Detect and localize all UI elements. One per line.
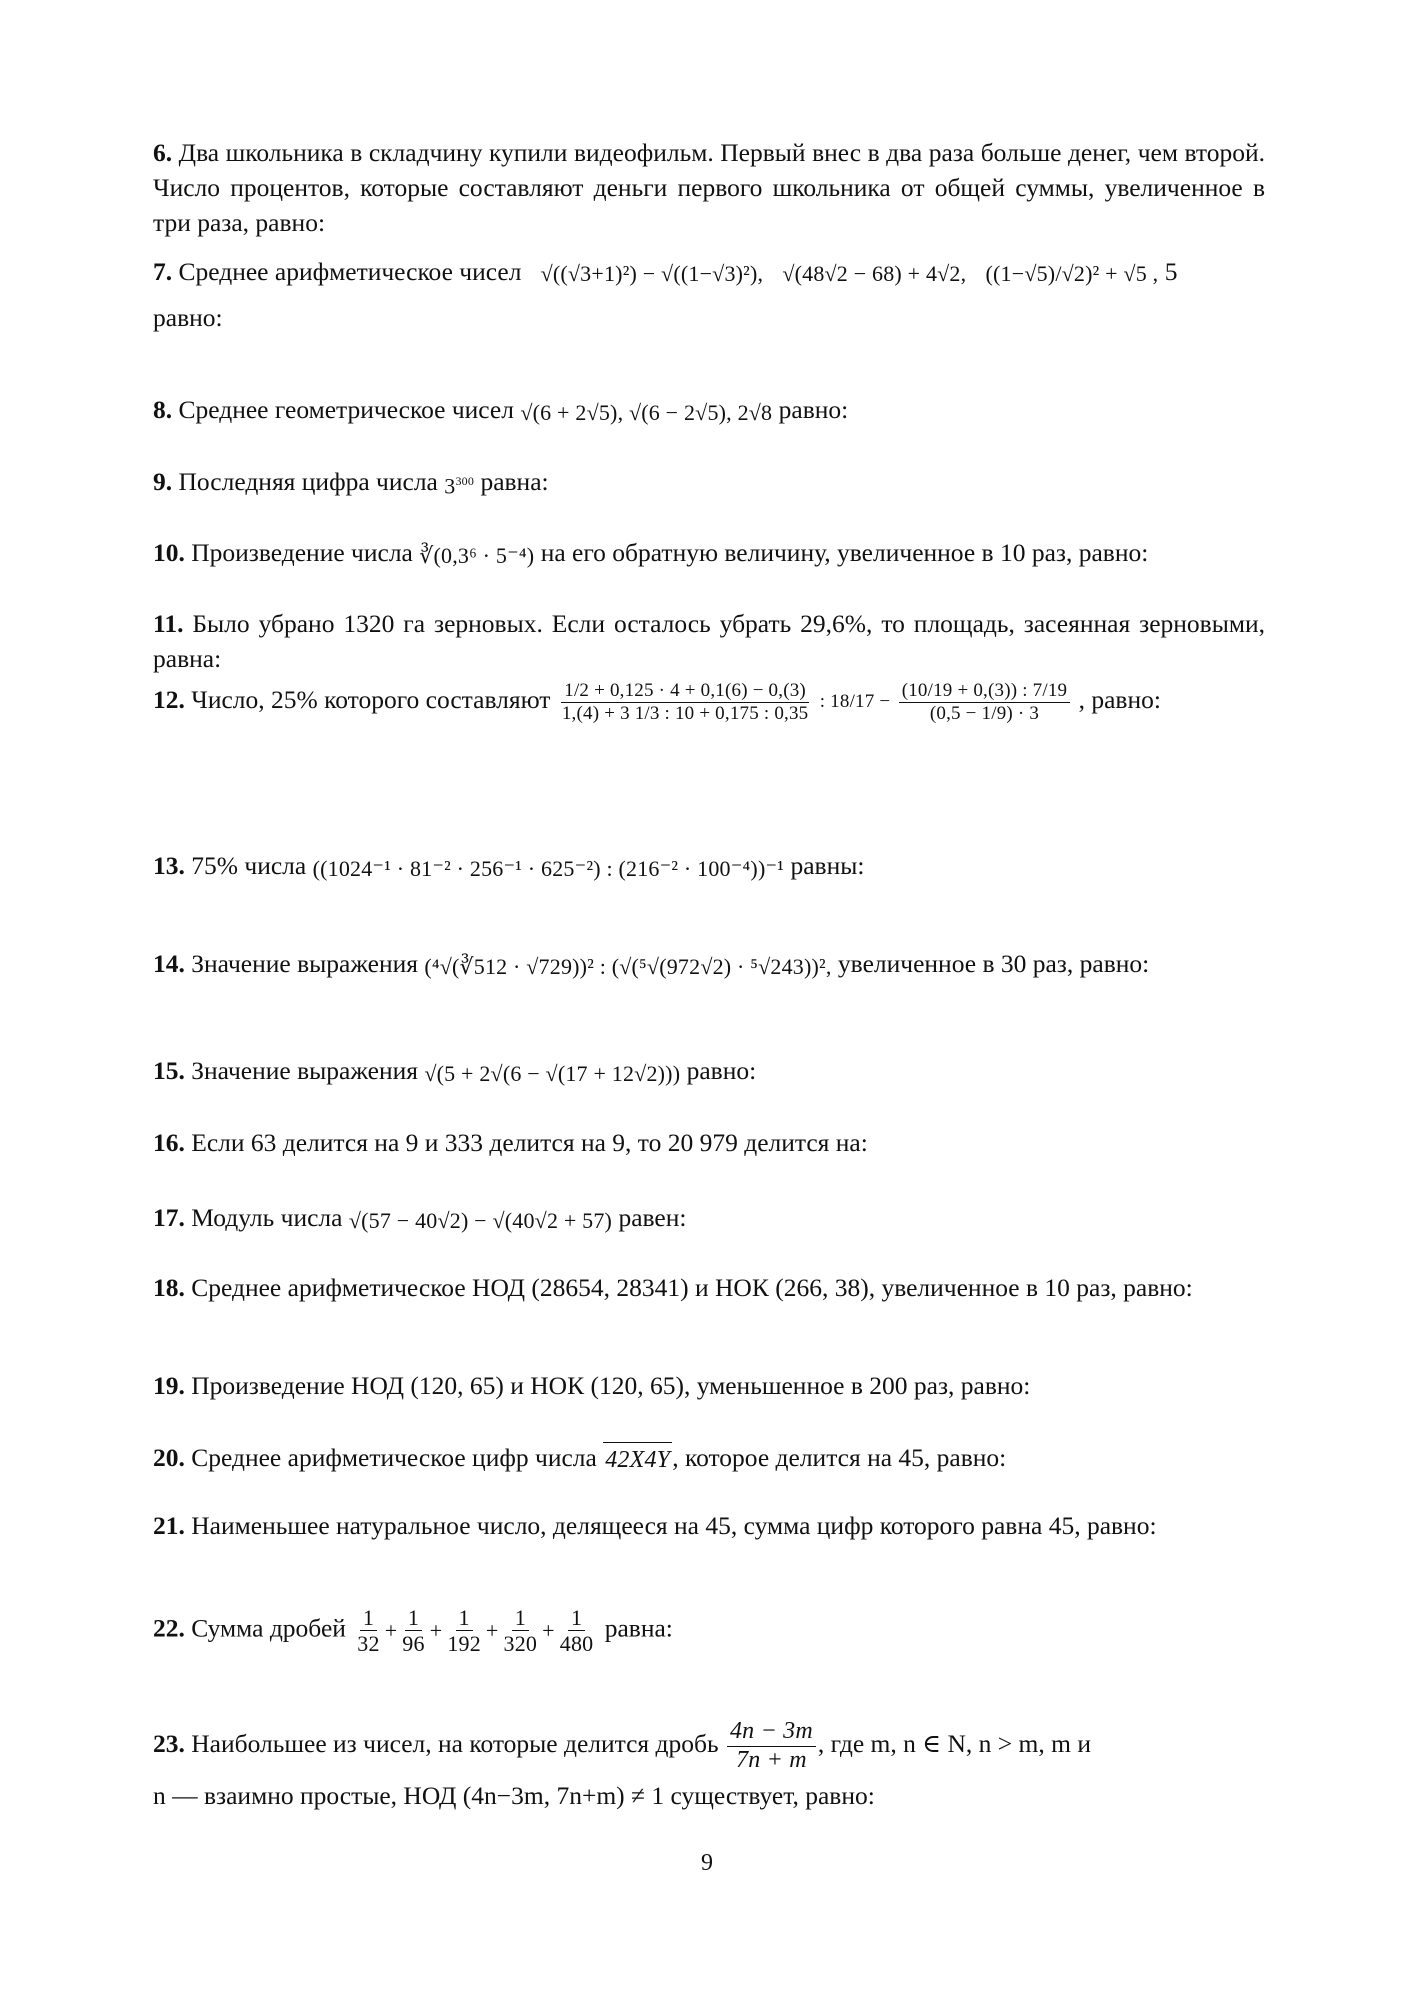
problem-number: 14. (153, 949, 185, 978)
problem-number: 19. (153, 1371, 185, 1400)
problem-text: равно: (778, 395, 849, 424)
problem-text: Произведение числа (191, 538, 413, 567)
problem-19 (153, 1368, 1265, 1403)
problem-text: , которое делится на 45, равно: (672, 1443, 1007, 1472)
problem-number: 12. (153, 685, 185, 715)
problem-number: 7. (153, 257, 173, 286)
problem-9 (153, 464, 1265, 504)
math-expression: √(48√2 − 68) + 4√2, (782, 261, 967, 287)
problem-text: равна: (480, 467, 549, 496)
problem-text: Число, 25% которого составляют (191, 685, 551, 715)
problem-7 (153, 250, 1265, 340)
math-expression: (⁴√(∛512 · √729))² : (√(⁵√(972√2) · ⁵√243))², (424, 953, 832, 979)
problem-number: 8. (153, 395, 173, 424)
problem-text: Если 63 делится на 9 и 333 делится на 9, то 20 979 делится на: (191, 1128, 868, 1157)
math-expression: √((√3+1)²) − √((1−√3)²), (540, 261, 764, 287)
problem-17 (153, 1200, 1265, 1238)
problem-number: 20. (153, 1443, 185, 1472)
problem-number: 6. (153, 138, 173, 167)
problem-text: , равно: (1078, 685, 1161, 715)
problem-text: равна: (604, 1613, 673, 1643)
problem-16 (153, 1125, 1265, 1160)
problem-text: Среднее арифметическое НОД (28654, 28341) и НОК (266, 38), увеличенное в 10 раз, равно: (191, 1273, 1193, 1302)
problem-number: 10. (153, 538, 185, 567)
problem-number: 16. (153, 1128, 185, 1157)
problem-text: Среднее арифметическое чисел (178, 257, 522, 286)
fraction: $\frac{1}{480}$ (559, 1605, 594, 1657)
math-expression: ((1−√5)/√2)² + √5 , (985, 261, 1159, 287)
problem-8 (153, 392, 1265, 430)
problem-text: Среднее арифметическое цифр числа (191, 1443, 597, 1472)
problem-number: 9. (153, 467, 173, 496)
fraction: $\frac{1}{192}$ (447, 1605, 481, 1657)
problem-6 (153, 135, 1265, 240)
fraction: $\frac{1}{320}$ (503, 1605, 538, 1657)
problem-21 (153, 1508, 1265, 1543)
problem-number: 21. (153, 1511, 185, 1540)
problem-text: равны: (790, 851, 865, 880)
problem-20 (153, 1440, 1265, 1478)
math-power: $3^{300}$ (444, 473, 475, 499)
problem-text: , где m, n ∈ N, n > m, m и (817, 1728, 1091, 1758)
problem-number: 17. (153, 1203, 185, 1232)
problem-text: равно: (686, 1056, 757, 1085)
problem-text: Наименьшее натуральное число, делящееся на 45, сумма цифр которого равна 45, равно: (191, 1511, 1157, 1540)
problem-text: Значение выражения (191, 1056, 418, 1085)
problem-23 (153, 1718, 1265, 1818)
problem-text: n — взаимно простые, НОД (4n−3m, 7n+m) ≠ 1 существует, равно: (153, 1781, 875, 1811)
fraction-1: $\frac{1/2 + 0,125 \cdot 4 + 0,1(6) - 0,(3)}{1,(4) + 3 1/3 : 10 + 0,175 : 0,35}$ (561, 680, 809, 724)
math-expression: √(57 − 40√2) − √(40√2 + 57) (348, 1207, 613, 1233)
problem-number: 13. (153, 851, 185, 880)
problem-14 (153, 946, 1265, 984)
problem-number: 11. (153, 609, 184, 638)
problem-text: Значение выражения (191, 949, 418, 978)
fraction: $\frac{1}{32}$ (357, 1605, 380, 1657)
page-number: 9 (701, 1850, 713, 1876)
math-expression: √(6 + 2√5), √(6 − 2√5), 2√8 (520, 399, 773, 425)
problem-11 (153, 606, 1265, 676)
problem-13 (153, 848, 1265, 886)
problem-number: 15. (153, 1056, 185, 1085)
problem-number: 18. (153, 1273, 185, 1302)
problem-text: равно: (153, 303, 223, 333)
math-value: 5 (1164, 257, 1178, 286)
problem-number: 23. (153, 1728, 185, 1758)
fraction-2: $\frac{(10/19 + 0,(3)) : 7/19}{(0,5 - 1/9) \cdot 3}$ (899, 680, 1071, 725)
math-expression: √(5 + 2√(6 − √(17 + 12√2))) (424, 1060, 681, 1086)
problem-text: Наибольшее из чисел, на которые делится дробь (191, 1728, 719, 1758)
math-expression: ∛(0,3⁶ · 5⁻⁴) (419, 542, 535, 568)
problem-18 (153, 1270, 1265, 1305)
problem-text: Было убрано 1320 га зерновых. Если осталось убрать 29,6%, то площадь, засеянная зерновыми, равна: (153, 609, 1265, 673)
problem-text: увеличенное в 30 раз, равно: (837, 949, 1150, 978)
problem-text: Произведение НОД (120, 65) и НОК (120, 65), уменьшенное в 200 раз, равно: (191, 1371, 1031, 1400)
math-operator: : 18/17 − (819, 691, 891, 713)
problem-text: равен: (618, 1203, 687, 1232)
problem-10 (153, 535, 1265, 573)
problem-number: 22. (153, 1613, 185, 1643)
problem-text: Последняя цифра числа (178, 467, 438, 496)
problem-12 (153, 680, 1265, 725)
problem-22: 22. Сумма дробей $\frac{1}{32}$ + $\frac{1}{96}$ + $\frac{1}{192}$ + $\frac{1}{320}$ + $\frac{1}{480}$ равна: (153, 1605, 673, 1657)
overlined-number: 42X4Y (603, 1442, 672, 1478)
fraction: $\frac{4n - 3m}{7n + m}$ (727, 1718, 816, 1774)
fraction: $\frac{1}{96}$ (402, 1605, 425, 1657)
problem-text: Среднее геометрическое чисел (178, 395, 514, 424)
problem-15 (153, 1053, 1265, 1091)
problem-text: Два школьника в складчину купили видеофильм. Первый внес в два раза больше денег, чем второй. Число процентов, которые составляют деньги первого школьника от общей суммы, увеличенное в три раза, равно: (153, 138, 1265, 237)
math-expression: ((1024⁻¹ · 81⁻² · 256⁻¹ · 625⁻²) : (216⁻² · 100⁻⁴))⁻¹ (312, 855, 785, 881)
problem-text: Модуль числа (191, 1203, 343, 1232)
problem-text: Сумма дробей (191, 1613, 346, 1643)
problem-text: 75% числа (191, 851, 307, 880)
problem-text: на его обратную величину, увеличенное в 10 раз, равно: (540, 538, 1149, 567)
